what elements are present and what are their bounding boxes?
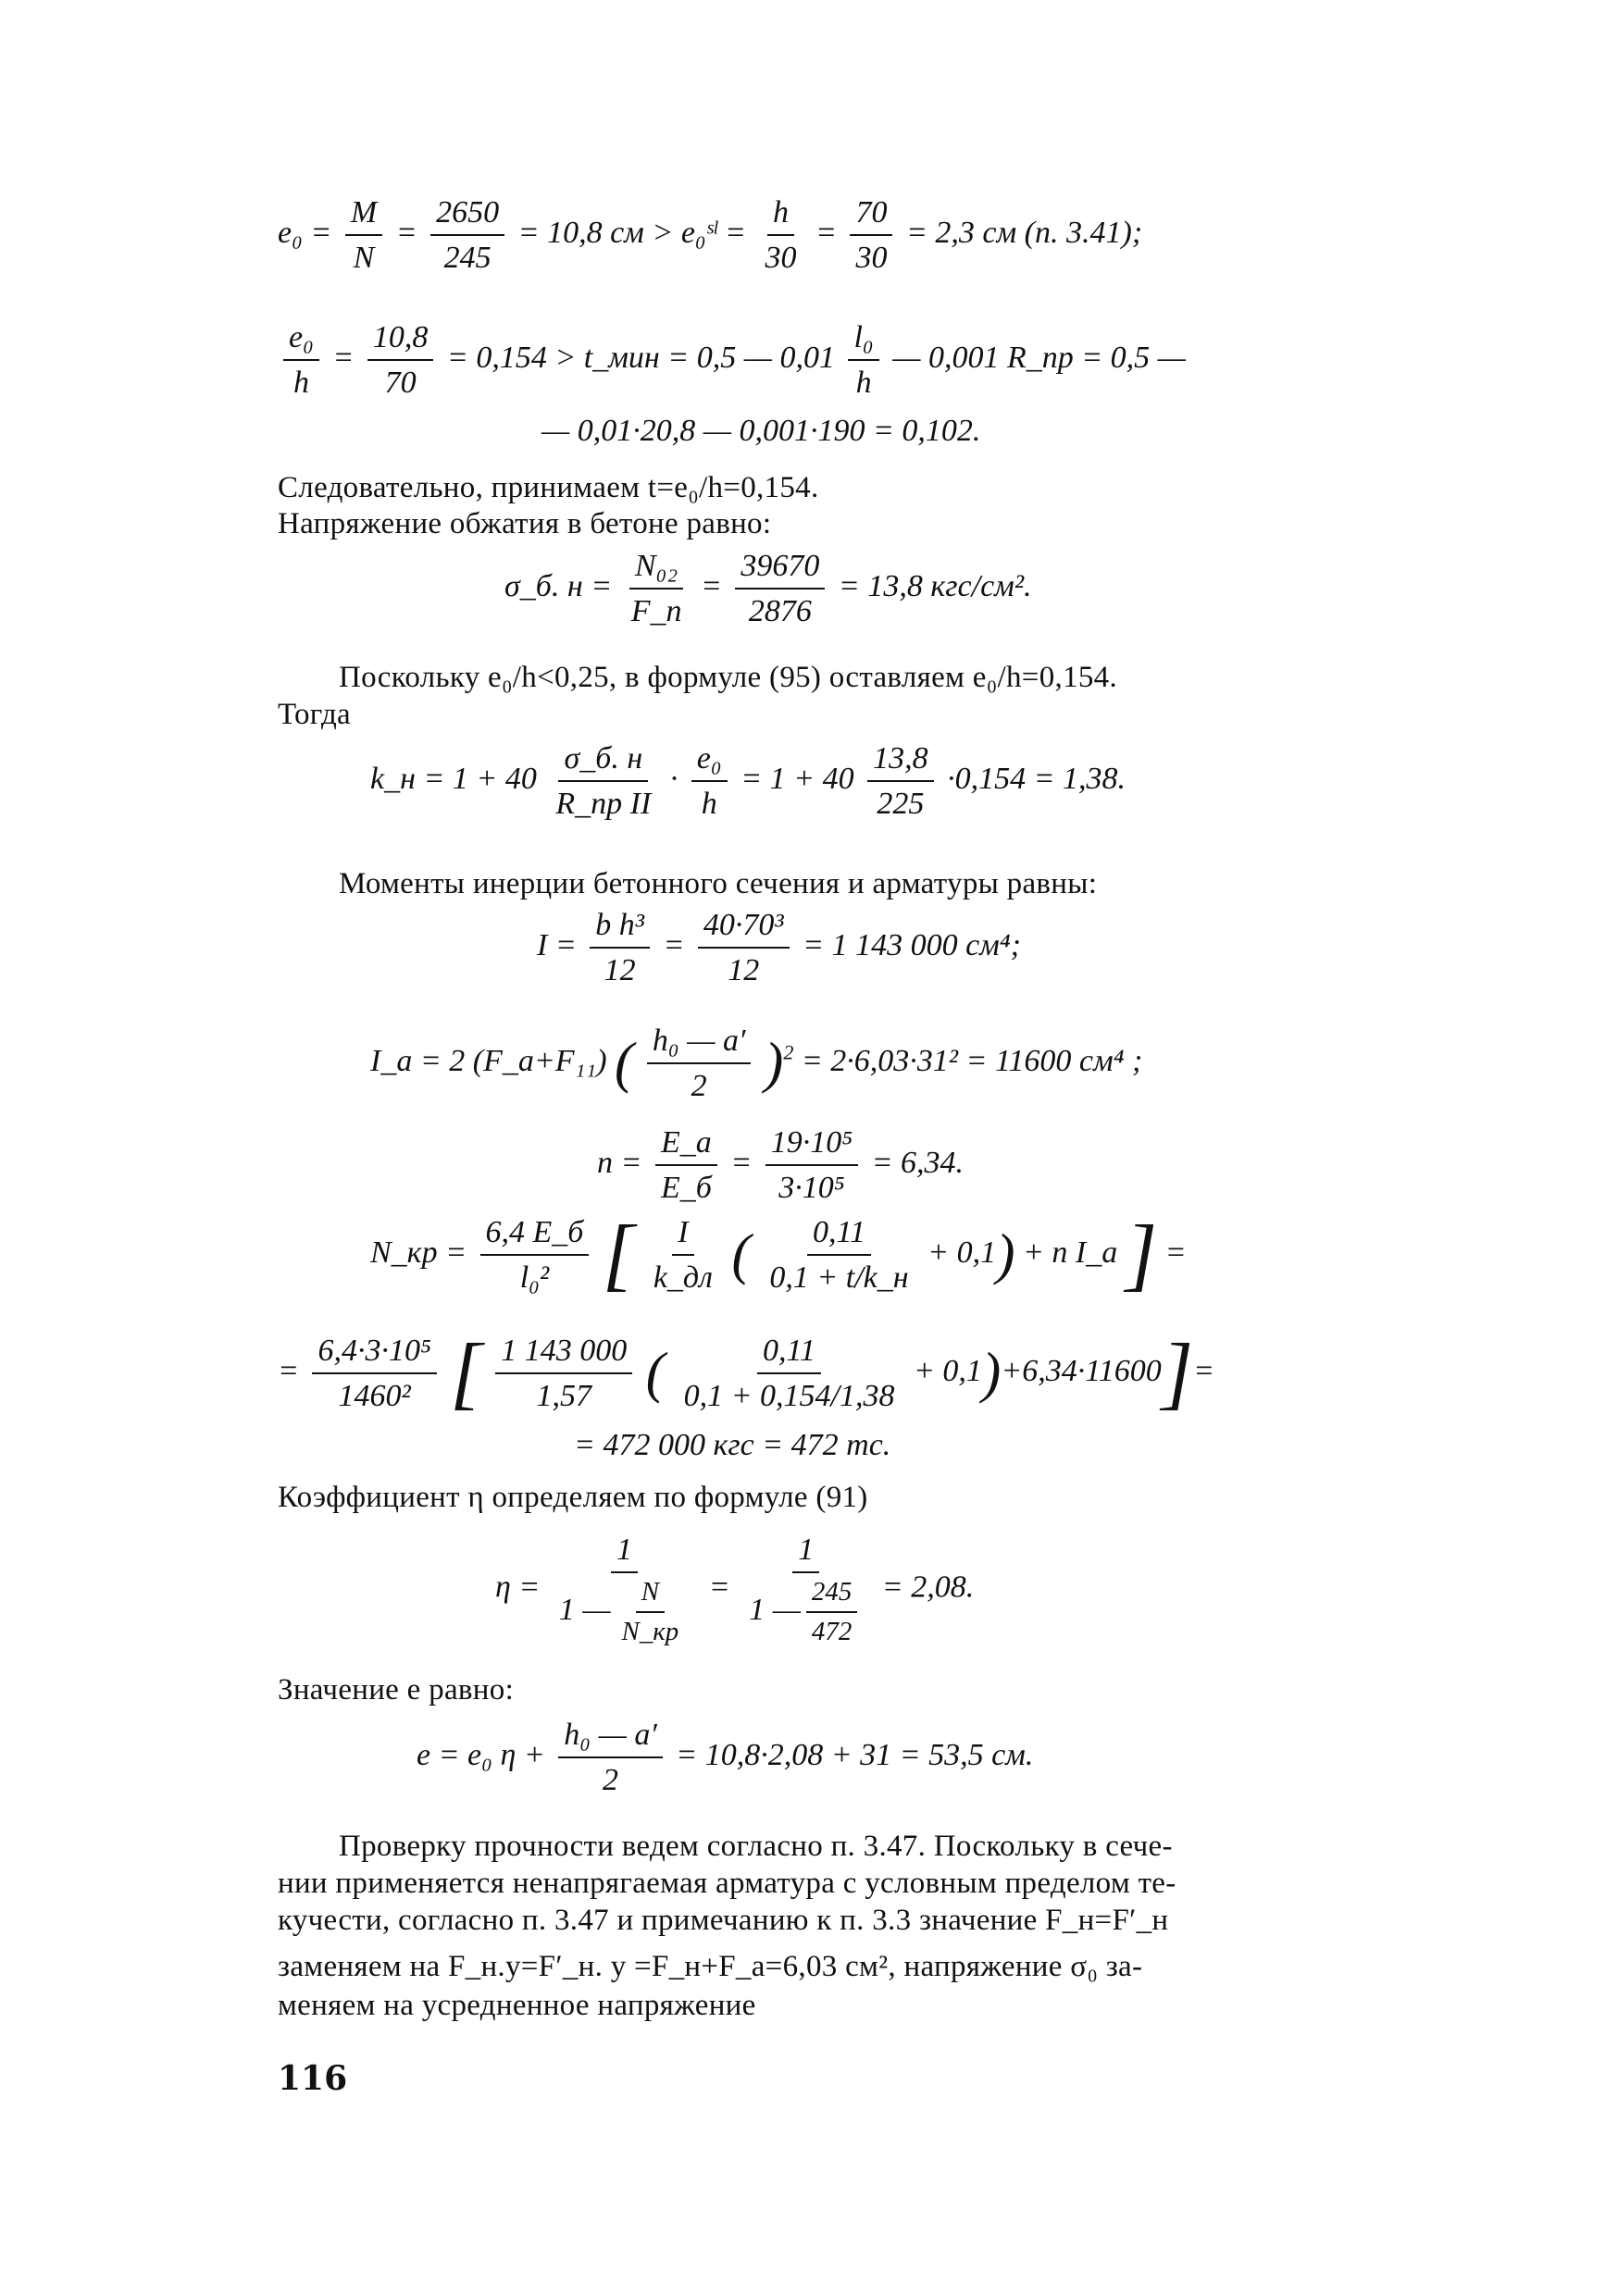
eq4-f1-num: σ_б. н: [558, 740, 648, 782]
eq1-tail: = 2,3 см (п. 3.41);: [905, 215, 1143, 250]
eq6-lhs: I_а = 2 (F_а+F₁₁): [370, 1043, 607, 1078]
eq3-lhs: σ_б. н =: [504, 568, 613, 603]
paragraph-strength-line-5: меняем на усредненное напряжение: [278, 1989, 756, 2022]
eq7-f1-den: E_б: [660, 1171, 712, 1206]
equation-t-min: [278, 319, 1186, 401]
eq1-f1-num: M: [345, 194, 382, 236]
eq9-f2-num: 1 143 000: [495, 1333, 632, 1374]
eq7-lhs: n =: [597, 1145, 642, 1180]
equation-eccentricity: [278, 194, 1142, 276]
eq8-plus: + 0,1: [927, 1235, 997, 1270]
eq2-f2-den: 70: [384, 366, 417, 401]
eq9-f2-den: 1,57: [536, 1379, 591, 1414]
eq3-eq: =: [700, 568, 722, 603]
eq4-f2-num: e₀: [691, 740, 728, 782]
eq5-eq: =: [663, 927, 685, 962]
eq5-tail: = 1 143 000 см⁴;: [803, 927, 1021, 962]
eq9-f3-num: 0,11: [757, 1333, 821, 1374]
paragraph-strength-line-2: нии применяется ненапрягаемая арматура с условным пределом те-: [278, 1867, 1176, 1900]
eq10-f2-den-num: 245: [806, 1577, 857, 1613]
eq8-end: =: [1164, 1235, 1187, 1270]
equation-ncr: N_кр = $\frac{6,4 E\_б}{\text{l₀²}}$ [ $\frac{I}{k\_дл}$ ( $\frac{0,11}{0,1 + t/k\_н}$ + 0,1) + n I_а ] =: [370, 1209, 1187, 1300]
equation-sigma: [504, 548, 1032, 629]
eq5-f1-num: b h³: [590, 907, 650, 949]
eq11-f1-num: h₀ — a′: [558, 1717, 663, 1758]
eq8-tail: + n I_а: [1022, 1235, 1118, 1270]
paragraph-e-value: Значение e равно:: [278, 1673, 515, 1706]
eq4-tail: ·0,154 = 1,38.: [947, 761, 1126, 796]
equation-inertia-rebar: I_а = 2 (F_а+F₁₁) ( $\frac{\text{h₀ — a′}}{2}$ )$^2$ = 2·6,03·31² = 11600 см⁴ ;: [370, 1024, 1143, 1104]
eq1-f4-den: 30: [855, 241, 888, 276]
eq1-f1-den: N: [353, 241, 375, 276]
eq1-lhs: e₀ =: [278, 215, 332, 250]
eq8-f1-den: l₀²: [519, 1260, 550, 1296]
eq10-f2-den-a: 1 —: [749, 1593, 801, 1628]
eq5-lhs: I =: [537, 927, 577, 962]
eq4-f1-den: R_пр II: [555, 787, 652, 822]
eq4-f3-num: 13,8: [867, 740, 934, 782]
eq2-cont: — 0,01·20,8 — 0,001·190 = 0,102.: [541, 414, 981, 448]
eq7-f2-num: 19·10⁵: [765, 1124, 858, 1166]
eq10-f1-den-a: 1 —: [558, 1593, 611, 1628]
eq6-tail: = 2·6,03·31² = 11600 см⁴ ;: [801, 1043, 1143, 1078]
eq1-mid: = 10,8 см > e₀ˢˡ =: [517, 215, 746, 250]
eq9-tail: +6,34·11600: [1001, 1353, 1162, 1388]
page-number: 116: [278, 2059, 348, 2098]
equation-ncr-numeric: = $\frac{\text{6,4·3·10⁵}}{\text{1460²}}$ [ $\frac{1 143 000}{1,57}$ ( $\frac{0,11}{0,1 + 0,154/1,38}$ + 0,1)+6,34·11600]=: [278, 1327, 1215, 1419]
eq2-f3-num: l₀: [848, 319, 878, 361]
eq7-f1-num: E_а: [655, 1124, 717, 1166]
equation-e: [417, 1717, 1033, 1798]
paragraph-accept-t: Следовательно, принимаем t=e₀/h=0,154.: [278, 471, 819, 504]
paragraph-then: Тогда: [278, 698, 352, 731]
eq2-f1-den: h: [292, 366, 309, 401]
eq8-f2-den: k_дл: [653, 1260, 713, 1296]
eq9-plus: + 0,1: [913, 1353, 982, 1388]
eq7-eq: =: [730, 1145, 753, 1180]
eq10-tail: = 2,08.: [881, 1570, 975, 1605]
eq9-result: = 472 000 кгс = 472 тс.: [574, 1428, 891, 1462]
eq10-f1-den-den: N_кр: [621, 1617, 679, 1647]
eq8-f2-num: I: [672, 1214, 693, 1256]
equation-k: [370, 740, 1126, 822]
eq1-f3-num: h: [767, 194, 794, 236]
eq2-mid: = 0,154 > t_мин = 0,5 — 0,01: [446, 340, 835, 375]
eq3-f2-den: 2876: [748, 594, 812, 629]
eq9-f1-den: 1460²: [338, 1379, 411, 1414]
eq1-f2-den: 245: [443, 241, 492, 276]
eq5-f2-num: 40·70³: [698, 907, 790, 949]
paragraph-stress-intro: Напряжение обжатия в бетоне равно:: [278, 507, 772, 540]
eq1-f2-num: 2650: [430, 194, 504, 236]
eq4-f3-den: 225: [877, 787, 925, 822]
eq4-lhs: k_н = 1 + 40: [370, 761, 537, 796]
eq11-lhs: e = e₀ η +: [417, 1737, 545, 1772]
eq2-f3-den: h: [855, 366, 872, 401]
eq3-f1-num: N₀₂: [629, 548, 683, 590]
paragraph-since: Поскольку e₀/h<0,25, в формуле (95) оставляем e₀/h=0,154.: [339, 661, 1118, 694]
eq5-f2-den: 12: [728, 953, 760, 988]
eq10-lhs: η =: [495, 1570, 541, 1605]
paragraph-eta: Коэффициент η определяем по формуле (91): [278, 1481, 868, 1514]
eq1-eq: =: [395, 215, 417, 250]
eq2-f2-num: 10,8: [367, 319, 434, 361]
eq9-lhs: =: [278, 1353, 299, 1388]
eq10-f2-den-den: 472: [811, 1617, 853, 1647]
eq8-f3-den: 0,1 + t/k_н: [769, 1260, 909, 1296]
eq6-f1-num: h₀ — a′: [647, 1023, 752, 1064]
eq4-dot: ·: [669, 761, 678, 796]
eq2-f1-num: e₀: [283, 319, 319, 361]
eq3-f1-den: F_п: [630, 594, 682, 629]
eq11-f1-den: 2: [603, 1763, 619, 1798]
equation-n: [597, 1124, 964, 1206]
eq9-f1-num: 6,4·3·10⁵: [312, 1333, 436, 1374]
eq1-f3-den: 30: [765, 241, 797, 276]
eq9-end: =: [1193, 1353, 1215, 1388]
paragraph-strength-line-1: Проверку прочности ведем согласно п. 3.47. Поскольку в сече-: [339, 1830, 1173, 1863]
eq3-tail: = 13,8 кгс/см².: [838, 568, 1032, 603]
equation-inertia: [537, 907, 1021, 988]
eq10-f1-den-num: N: [636, 1577, 665, 1613]
eq3-f2-num: 39670: [735, 548, 825, 590]
paragraph-moments: Моменты инерции бетонного сечения и арматуры равны:: [339, 867, 1098, 900]
eq10-f1-num: 1: [611, 1532, 638, 1573]
eq1-f4-num: 70: [850, 194, 892, 236]
paragraph-strength-line-3: кучести, согласно п. 3.47 и примечанию к п. 3.3 значение F_н=F′_н: [278, 1904, 1169, 1937]
eq7-f2-den: 3·10⁵: [778, 1171, 845, 1206]
eq9-f3-den: 0,1 + 0,154/1,38: [683, 1379, 895, 1414]
eq8-lhs: N_кр =: [370, 1235, 467, 1270]
equation-t-min-continued: [541, 413, 980, 451]
equation-ncr-result: [574, 1427, 890, 1465]
eq7-tail: = 6,34.: [871, 1145, 965, 1180]
eq6-f1-den: 2: [691, 1069, 707, 1104]
eq5-f1-den: 12: [604, 953, 636, 988]
eq11-tail: = 10,8·2,08 + 31 = 53,5 см.: [676, 1737, 1034, 1772]
eq2-eq: =: [332, 340, 355, 375]
eq8-f1-num: 6,4 E_б: [480, 1214, 590, 1256]
eq10-f2-num: 1: [792, 1532, 819, 1573]
eq4-mid: = 1 + 40: [741, 761, 854, 796]
eq2-tail: — 0,001 R_пр = 0,5 —: [892, 340, 1186, 375]
eq8-f3-num: 0,11: [807, 1214, 871, 1256]
eq4-f2-den: h: [701, 787, 717, 822]
eq1-eq2: =: [815, 215, 837, 250]
paragraph-strength-line-4: заменяем на F_н.у=F′_н. у =F_н+F_а=6,03 см², напряжение σ₀ за-: [278, 1950, 1143, 1983]
equation-eta: [495, 1532, 974, 1648]
eq10-eq: =: [708, 1570, 730, 1605]
